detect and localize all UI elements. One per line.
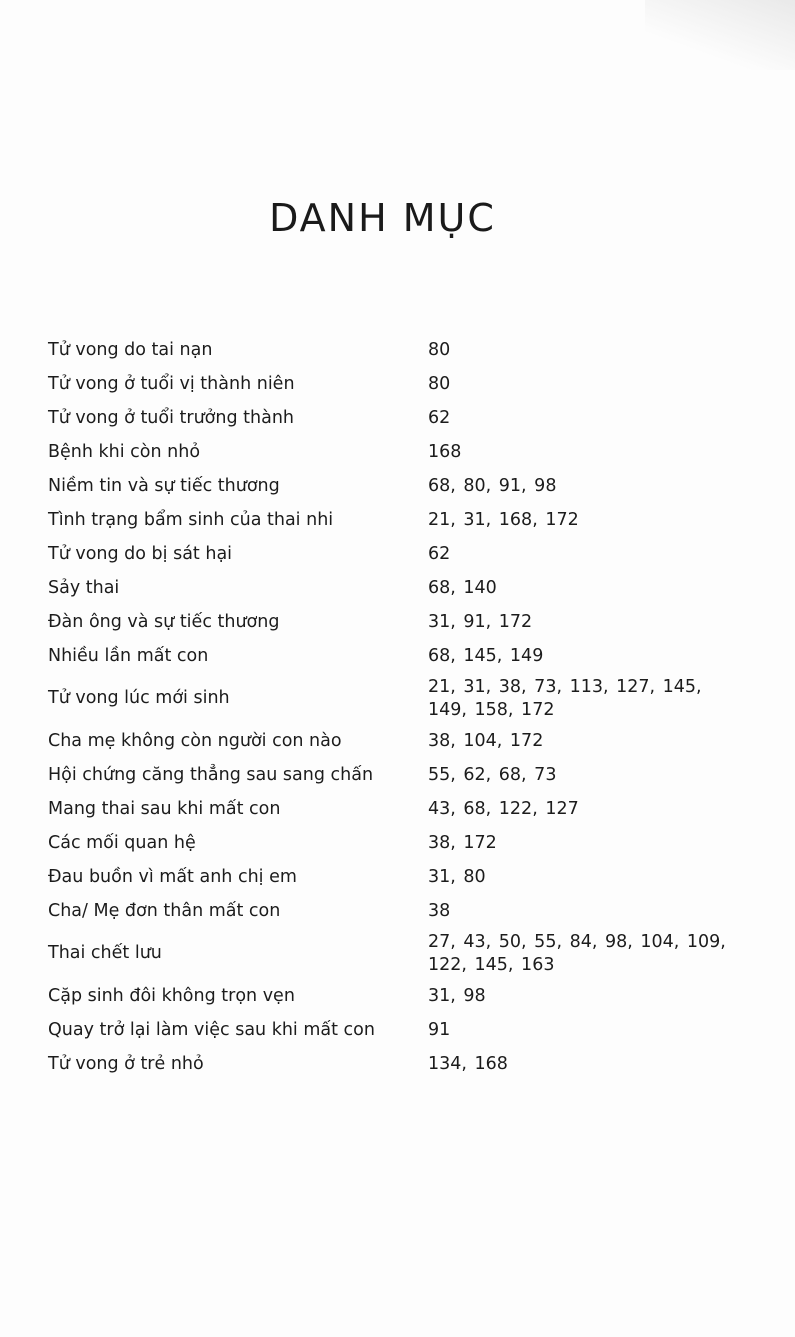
index-term: Đau buồn vì mất anh chị em (48, 866, 297, 887)
index-entry (48, 1013, 728, 1047)
index-pages-line: 27, 43, 50, 55, 84, 98, 104, 109, (428, 931, 726, 952)
index-pages: 91 (428, 1019, 451, 1040)
index-pages: 38, 172 (428, 832, 497, 853)
index-term: Tử vong lúc mới sinh (48, 688, 230, 708)
index-pages: 68, 140 (428, 577, 497, 598)
index-pages: 62 (428, 543, 451, 564)
index-entry (48, 503, 728, 537)
index-entry (48, 537, 728, 571)
index-pages: 43, 68, 122, 127 (428, 798, 579, 819)
index-pages: 134, 168 (428, 1053, 508, 1074)
index-term: Tử vong do tai nạn (48, 339, 213, 360)
index-term: Cặp sinh đôi không trọn vẹn (48, 985, 295, 1006)
index-pages: 168 (428, 441, 462, 462)
index-term: Tử vong do bị sát hại (48, 543, 233, 564)
index-pages-line: 122, 145, 163 (428, 954, 555, 975)
index-term: Niềm tin và sự tiếc thương (48, 475, 280, 496)
index-term: Hội chứng căng thẳng sau sang chấn (48, 764, 374, 785)
index-pages: 55, 62, 68, 73 (428, 764, 557, 785)
index-pages: 21, 31, 168, 172 (428, 509, 579, 530)
index-entry (48, 571, 728, 605)
page-corner-shadow (645, 0, 795, 70)
index-entry (48, 758, 728, 792)
index-term: Mang thai sau khi mất con (48, 798, 281, 819)
index-pages: 31, 91, 172 (428, 611, 533, 632)
index-term: Tình trạng bẩm sinh của thai nhi (48, 509, 334, 530)
index-term: Nhiều lần mất con (48, 645, 209, 666)
index-term: Quay trở lại làm việc sau khi mất con (48, 1019, 375, 1040)
index-entry (48, 894, 728, 928)
index-pages: 80 (428, 373, 451, 394)
index-term: Tử vong ở tuổi vị thành niên (48, 373, 295, 394)
index-pages: 38, 104, 172 (428, 730, 544, 751)
index-term: Sảy thai (48, 577, 120, 598)
index-term: Cha/ Mẹ đơn thân mất con (48, 900, 281, 921)
index-term: Tử vong ở tuổi trưởng thành (48, 407, 294, 428)
index-entry (48, 639, 728, 673)
index-pages-line: 149, 158, 172 (428, 699, 555, 720)
index-entry (48, 979, 728, 1013)
index-term: Cha mẹ không còn người con nào (48, 730, 342, 751)
index-entry (48, 1047, 728, 1081)
index-pages: 80 (428, 339, 451, 360)
index-entry (48, 928, 728, 979)
index-pages: 68, 80, 91, 98 (428, 475, 557, 496)
index-pages: 62 (428, 407, 451, 428)
index-entry (48, 435, 728, 469)
index-term: Tử vong ở trẻ nhỏ (48, 1053, 204, 1074)
index-pages (428, 676, 728, 722)
index-pages-line: 21, 31, 38, 73, 113, 127, 145, (428, 676, 702, 697)
index-entry (48, 724, 728, 758)
index-pages: 38 (428, 900, 451, 921)
index-entry (48, 401, 728, 435)
index-entry (48, 469, 728, 503)
index-entry (48, 605, 728, 639)
index-entry (48, 792, 728, 826)
index-term: Thai chết lưu (48, 943, 162, 963)
index-term: Các mối quan hệ (48, 832, 196, 853)
index-term: Đàn ông và sự tiếc thương (48, 611, 280, 632)
index-entry (48, 826, 728, 860)
index-pages: 31, 80 (428, 866, 486, 887)
index-entry (48, 673, 728, 724)
index-list (48, 333, 728, 1081)
page-title: DANH MỤC (269, 196, 496, 240)
index-entry (48, 367, 728, 401)
index-pages (428, 931, 728, 977)
index-pages: 31, 98 (428, 985, 486, 1006)
index-term: Bệnh khi còn nhỏ (48, 441, 201, 462)
index-entry (48, 333, 728, 367)
index-entry (48, 860, 728, 894)
index-pages: 68, 145, 149 (428, 645, 544, 666)
